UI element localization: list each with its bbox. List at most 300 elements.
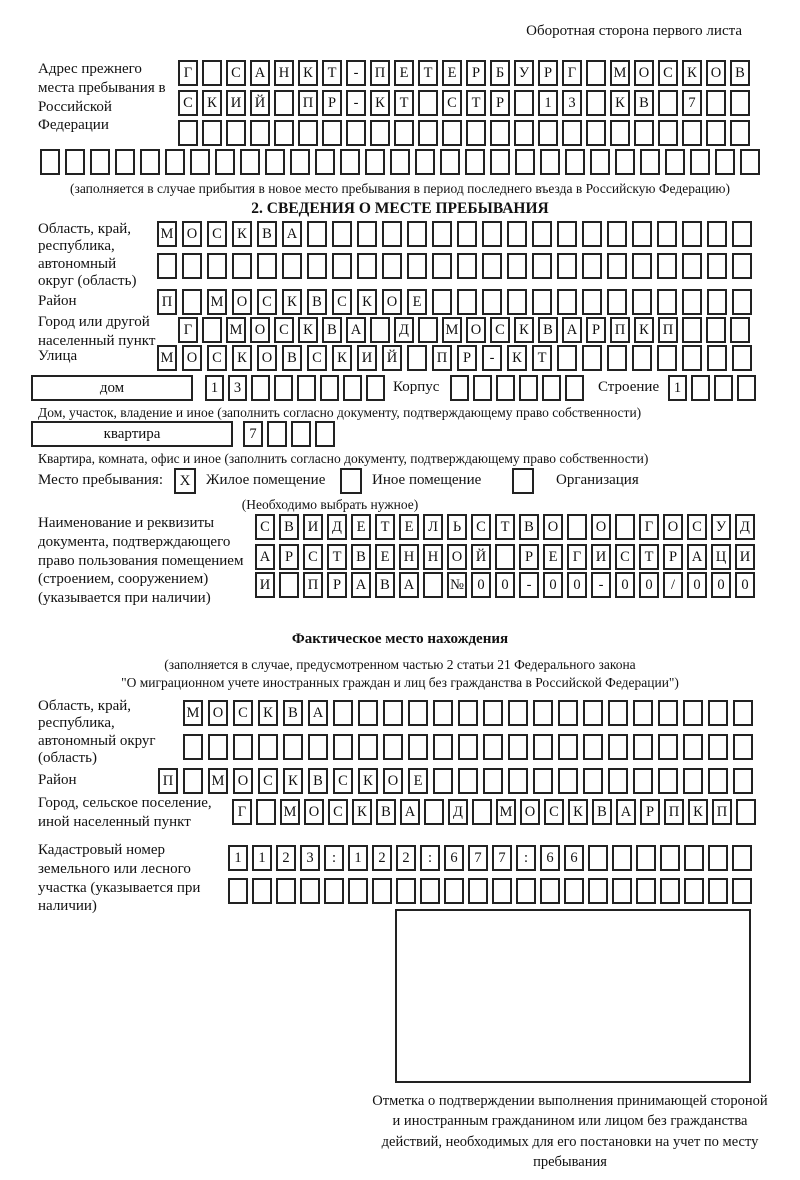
char-cell[interactable] xyxy=(333,700,353,726)
char-cell[interactable] xyxy=(333,734,353,760)
char-cell[interactable]: О xyxy=(520,799,540,825)
char-cell[interactable]: М xyxy=(496,799,516,825)
char-cell[interactable] xyxy=(250,120,270,146)
char-cell[interactable]: М xyxy=(157,345,177,371)
kvartira-cells[interactable] xyxy=(243,421,335,447)
char-cell[interactable] xyxy=(538,120,558,146)
doc-cells-row2[interactable] xyxy=(255,544,755,570)
char-cell[interactable] xyxy=(165,149,185,175)
char-cell[interactable] xyxy=(582,289,602,315)
char-cell[interactable] xyxy=(607,221,627,247)
char-cell[interactable] xyxy=(658,700,678,726)
char-cell[interactable]: Т xyxy=(394,90,414,116)
char-cell[interactable]: М xyxy=(157,221,177,247)
char-cell[interactable] xyxy=(190,149,210,175)
char-cell[interactable] xyxy=(542,375,561,401)
char-cell[interactable]: Р xyxy=(640,799,660,825)
char-cell[interactable]: Е xyxy=(399,514,419,540)
char-cell[interactable] xyxy=(684,845,704,871)
char-cell[interactable]: Е xyxy=(394,60,414,86)
char-cell[interactable] xyxy=(658,120,678,146)
char-cell[interactable] xyxy=(507,289,527,315)
char-cell[interactable] xyxy=(632,253,652,279)
char-cell[interactable]: Р xyxy=(519,544,539,570)
char-cell[interactable]: В xyxy=(279,514,299,540)
char-cell[interactable] xyxy=(733,700,753,726)
char-cell[interactable] xyxy=(657,345,677,371)
char-cell[interactable]: Р xyxy=(490,90,510,116)
char-cell[interactable]: В xyxy=(257,221,277,247)
char-cell[interactable] xyxy=(515,149,535,175)
char-cell[interactable]: П xyxy=(298,90,318,116)
char-cell[interactable]: 1 xyxy=(538,90,558,116)
char-cell[interactable]: 1 xyxy=(205,375,224,401)
char-cell[interactable] xyxy=(228,878,248,904)
char-cell[interactable]: О xyxy=(447,544,467,570)
char-cell[interactable]: К xyxy=(283,768,303,794)
char-cell[interactable] xyxy=(586,60,606,86)
char-cell[interactable]: 0 xyxy=(639,572,659,598)
char-cell[interactable] xyxy=(583,768,603,794)
char-cell[interactable]: Е xyxy=(408,768,428,794)
char-cell[interactable] xyxy=(207,253,227,279)
char-cell[interactable] xyxy=(442,120,462,146)
char-cell[interactable] xyxy=(423,572,443,598)
oblast-cells-row1[interactable] xyxy=(157,221,752,247)
char-cell[interactable]: Т xyxy=(466,90,486,116)
char-cell[interactable]: - xyxy=(519,572,539,598)
char-cell[interactable]: Л xyxy=(423,514,443,540)
char-cell[interactable]: А xyxy=(346,317,366,343)
char-cell[interactable] xyxy=(532,289,552,315)
char-cell[interactable] xyxy=(636,845,656,871)
char-cell[interactable]: О xyxy=(706,60,726,86)
char-cell[interactable]: Е xyxy=(375,544,395,570)
char-cell[interactable]: Р xyxy=(538,60,558,86)
char-cell[interactable] xyxy=(658,768,678,794)
char-cell[interactable] xyxy=(226,120,246,146)
char-cell[interactable] xyxy=(483,734,503,760)
char-cell[interactable]: М xyxy=(610,60,630,86)
char-cell[interactable] xyxy=(558,700,578,726)
char-cell[interactable]: В xyxy=(283,700,303,726)
char-cell[interactable] xyxy=(322,120,342,146)
char-cell[interactable]: С xyxy=(307,345,327,371)
char-cell[interactable] xyxy=(274,375,293,401)
char-cell[interactable]: М xyxy=(208,768,228,794)
char-cell[interactable] xyxy=(588,878,608,904)
char-cell[interactable] xyxy=(450,375,469,401)
char-cell[interactable] xyxy=(732,253,752,279)
char-cell[interactable]: Д xyxy=(448,799,468,825)
char-cell[interactable] xyxy=(508,700,528,726)
char-cell[interactable]: - xyxy=(346,60,366,86)
char-cell[interactable] xyxy=(607,253,627,279)
char-cell[interactable] xyxy=(483,768,503,794)
char-cell[interactable]: : xyxy=(324,845,344,871)
char-cell[interactable] xyxy=(382,221,402,247)
char-cell[interactable]: Ц xyxy=(711,544,731,570)
char-cell[interactable]: К xyxy=(568,799,588,825)
char-cell[interactable] xyxy=(256,799,276,825)
char-cell[interactable]: - xyxy=(346,90,366,116)
char-cell[interactable]: О xyxy=(208,700,228,726)
char-cell[interactable]: П xyxy=(370,60,390,86)
fact-oblast-cells-row1[interactable] xyxy=(183,700,753,726)
char-cell[interactable]: Д xyxy=(327,514,347,540)
char-cell[interactable] xyxy=(582,221,602,247)
char-cell[interactable] xyxy=(657,253,677,279)
char-cell[interactable] xyxy=(424,799,444,825)
char-cell[interactable]: - xyxy=(591,572,611,598)
char-cell[interactable] xyxy=(115,149,135,175)
char-cell[interactable] xyxy=(532,221,552,247)
doc-cells-row3[interactable] xyxy=(255,572,755,598)
char-cell[interactable]: Т xyxy=(322,60,342,86)
char-cell[interactable] xyxy=(408,734,428,760)
char-cell[interactable] xyxy=(633,734,653,760)
char-cell[interactable] xyxy=(258,734,278,760)
char-cell[interactable] xyxy=(457,289,477,315)
char-cell[interactable] xyxy=(433,734,453,760)
char-cell[interactable] xyxy=(633,700,653,726)
char-cell[interactable]: С xyxy=(490,317,510,343)
char-cell[interactable] xyxy=(533,700,553,726)
char-cell[interactable]: 0 xyxy=(567,572,587,598)
char-cell[interactable] xyxy=(557,289,577,315)
char-cell[interactable]: 2 xyxy=(372,845,392,871)
char-cell[interactable] xyxy=(458,700,478,726)
stay-option-residential-checkbox[interactable]: X xyxy=(174,468,196,494)
char-cell[interactable] xyxy=(291,421,311,447)
char-cell[interactable] xyxy=(65,149,85,175)
char-cell[interactable]: У xyxy=(514,60,534,86)
char-cell[interactable] xyxy=(346,120,366,146)
fact-raion-cells[interactable] xyxy=(158,768,753,794)
char-cell[interactable]: В xyxy=(307,289,327,315)
prev-address-cells-row2[interactable] xyxy=(178,90,750,116)
char-cell[interactable]: Й xyxy=(250,90,270,116)
char-cell[interactable] xyxy=(307,253,327,279)
prev-address-cells-row4[interactable] xyxy=(40,149,760,175)
char-cell[interactable] xyxy=(472,799,492,825)
char-cell[interactable] xyxy=(658,734,678,760)
char-cell[interactable] xyxy=(660,845,680,871)
char-cell[interactable]: 0 xyxy=(687,572,707,598)
char-cell[interactable] xyxy=(40,149,60,175)
char-cell[interactable]: К xyxy=(298,60,318,86)
char-cell[interactable] xyxy=(473,375,492,401)
char-cell[interactable]: 1 xyxy=(252,845,272,871)
char-cell[interactable]: П xyxy=(432,345,452,371)
char-cell[interactable]: О xyxy=(233,768,253,794)
char-cell[interactable] xyxy=(358,700,378,726)
char-cell[interactable] xyxy=(324,878,344,904)
oblast-cells-row2[interactable] xyxy=(157,253,752,279)
char-cell[interactable] xyxy=(307,221,327,247)
char-cell[interactable] xyxy=(492,878,512,904)
char-cell[interactable]: М xyxy=(280,799,300,825)
char-cell[interactable] xyxy=(390,149,410,175)
char-cell[interactable] xyxy=(183,734,203,760)
char-cell[interactable] xyxy=(615,514,635,540)
char-cell[interactable] xyxy=(658,90,678,116)
char-cell[interactable] xyxy=(290,149,310,175)
char-cell[interactable] xyxy=(182,253,202,279)
char-cell[interactable] xyxy=(583,700,603,726)
char-cell[interactable] xyxy=(208,734,228,760)
char-cell[interactable] xyxy=(140,149,160,175)
char-cell[interactable]: 7 xyxy=(492,845,512,871)
char-cell[interactable] xyxy=(282,253,302,279)
char-cell[interactable]: Т xyxy=(495,514,515,540)
char-cell[interactable]: О xyxy=(543,514,563,540)
char-cell[interactable] xyxy=(730,317,750,343)
char-cell[interactable]: С xyxy=(544,799,564,825)
char-cell[interactable]: О xyxy=(257,345,277,371)
char-cell[interactable]: Е xyxy=(407,289,427,315)
char-cell[interactable]: С xyxy=(332,289,352,315)
dom-cells[interactable] xyxy=(205,375,385,401)
char-cell[interactable]: И xyxy=(303,514,323,540)
char-cell[interactable]: С xyxy=(207,221,227,247)
char-cell[interactable]: : xyxy=(420,845,440,871)
char-cell[interactable]: О xyxy=(250,317,270,343)
char-cell[interactable] xyxy=(733,734,753,760)
char-cell[interactable]: Т xyxy=(327,544,347,570)
char-cell[interactable] xyxy=(732,345,752,371)
char-cell[interactable]: С xyxy=(233,700,253,726)
char-cell[interactable] xyxy=(516,878,536,904)
char-cell[interactable]: М xyxy=(183,700,203,726)
char-cell[interactable] xyxy=(737,375,756,401)
char-cell[interactable] xyxy=(634,120,654,146)
char-cell[interactable] xyxy=(274,90,294,116)
char-cell[interactable] xyxy=(182,289,202,315)
char-cell[interactable]: Й xyxy=(471,544,491,570)
char-cell[interactable] xyxy=(365,149,385,175)
char-cell[interactable]: О xyxy=(304,799,324,825)
char-cell[interactable] xyxy=(732,289,752,315)
stay-option-organization-checkbox[interactable] xyxy=(512,468,534,494)
char-cell[interactable]: А xyxy=(282,221,302,247)
char-cell[interactable] xyxy=(706,317,726,343)
char-cell[interactable] xyxy=(315,421,335,447)
char-cell[interactable]: 6 xyxy=(540,845,560,871)
char-cell[interactable]: С xyxy=(258,768,278,794)
char-cell[interactable] xyxy=(558,768,578,794)
char-cell[interactable]: С xyxy=(328,799,348,825)
char-cell[interactable]: К xyxy=(282,289,302,315)
char-cell[interactable] xyxy=(633,768,653,794)
char-cell[interactable]: В xyxy=(376,799,396,825)
char-cell[interactable] xyxy=(636,878,656,904)
char-cell[interactable]: С xyxy=(333,768,353,794)
char-cell[interactable] xyxy=(466,120,486,146)
char-cell[interactable] xyxy=(682,221,702,247)
char-cell[interactable]: О xyxy=(182,221,202,247)
char-cell[interactable] xyxy=(215,149,235,175)
char-cell[interactable] xyxy=(640,149,660,175)
char-cell[interactable]: 0 xyxy=(471,572,491,598)
char-cell[interactable]: В xyxy=(519,514,539,540)
char-cell[interactable]: К xyxy=(358,768,378,794)
char-cell[interactable]: К xyxy=(682,60,702,86)
char-cell[interactable]: М xyxy=(442,317,462,343)
char-cell[interactable] xyxy=(532,253,552,279)
char-cell[interactable]: В xyxy=(634,90,654,116)
char-cell[interactable] xyxy=(457,253,477,279)
char-cell[interactable] xyxy=(736,799,756,825)
char-cell[interactable] xyxy=(358,734,378,760)
char-cell[interactable]: О xyxy=(466,317,486,343)
char-cell[interactable] xyxy=(279,572,299,598)
char-cell[interactable]: Н xyxy=(274,60,294,86)
char-cell[interactable]: Е xyxy=(442,60,462,86)
char-cell[interactable] xyxy=(382,253,402,279)
char-cell[interactable]: К xyxy=(202,90,222,116)
char-cell[interactable] xyxy=(496,375,515,401)
char-cell[interactable]: П xyxy=(712,799,732,825)
char-cell[interactable]: 0 xyxy=(711,572,731,598)
fact-kadastr-cells-row1[interactable] xyxy=(228,845,752,871)
char-cell[interactable] xyxy=(407,221,427,247)
char-cell[interactable] xyxy=(440,149,460,175)
char-cell[interactable] xyxy=(682,317,702,343)
char-cell[interactable] xyxy=(590,149,610,175)
char-cell[interactable]: М xyxy=(226,317,246,343)
stroenie-cells[interactable] xyxy=(668,375,756,401)
char-cell[interactable]: К xyxy=(688,799,708,825)
char-cell[interactable]: Т xyxy=(639,544,659,570)
char-cell[interactable] xyxy=(586,90,606,116)
char-cell[interactable]: Р xyxy=(663,544,683,570)
char-cell[interactable] xyxy=(418,120,438,146)
char-cell[interactable]: С xyxy=(226,60,246,86)
char-cell[interactable] xyxy=(507,253,527,279)
ulitsa-cells[interactable] xyxy=(157,345,752,371)
fact-oblast-cells-row2[interactable] xyxy=(183,734,753,760)
char-cell[interactable]: В xyxy=(375,572,395,598)
char-cell[interactable] xyxy=(708,878,728,904)
char-cell[interactable] xyxy=(252,878,272,904)
char-cell[interactable] xyxy=(732,221,752,247)
char-cell[interactable]: К xyxy=(370,90,390,116)
char-cell[interactable] xyxy=(730,120,750,146)
char-cell[interactable]: О xyxy=(634,60,654,86)
char-cell[interactable]: А xyxy=(562,317,582,343)
char-cell[interactable] xyxy=(565,149,585,175)
char-cell[interactable] xyxy=(564,878,584,904)
char-cell[interactable] xyxy=(507,221,527,247)
char-cell[interactable] xyxy=(683,700,703,726)
char-cell[interactable]: 2 xyxy=(396,845,416,871)
char-cell[interactable]: И xyxy=(357,345,377,371)
char-cell[interactable]: П xyxy=(658,317,678,343)
char-cell[interactable]: : xyxy=(516,845,536,871)
char-cell[interactable]: К xyxy=(357,289,377,315)
char-cell[interactable]: М xyxy=(207,289,227,315)
char-cell[interactable]: Н xyxy=(423,544,443,570)
char-cell[interactable] xyxy=(565,375,584,401)
char-cell[interactable]: К xyxy=(352,799,372,825)
char-cell[interactable]: 3 xyxy=(562,90,582,116)
char-cell[interactable] xyxy=(372,878,392,904)
char-cell[interactable] xyxy=(267,421,287,447)
char-cell[interactable]: О xyxy=(232,289,252,315)
char-cell[interactable] xyxy=(483,700,503,726)
char-cell[interactable]: К xyxy=(634,317,654,343)
char-cell[interactable] xyxy=(557,253,577,279)
char-cell[interactable]: 2 xyxy=(276,845,296,871)
char-cell[interactable] xyxy=(433,768,453,794)
char-cell[interactable] xyxy=(157,253,177,279)
char-cell[interactable]: Г xyxy=(639,514,659,540)
char-cell[interactable] xyxy=(683,768,703,794)
char-cell[interactable] xyxy=(632,221,652,247)
char-cell[interactable] xyxy=(332,221,352,247)
char-cell[interactable]: Г xyxy=(232,799,252,825)
char-cell[interactable] xyxy=(257,253,277,279)
char-cell[interactable]: К xyxy=(298,317,318,343)
char-cell[interactable] xyxy=(178,120,198,146)
char-cell[interactable] xyxy=(343,375,362,401)
char-cell[interactable] xyxy=(320,375,339,401)
char-cell[interactable]: С xyxy=(303,544,323,570)
char-cell[interactable]: О xyxy=(663,514,683,540)
char-cell[interactable]: А xyxy=(399,572,419,598)
gorod-cells[interactable] xyxy=(178,317,750,343)
char-cell[interactable] xyxy=(714,375,733,401)
char-cell[interactable] xyxy=(540,149,560,175)
char-cell[interactable] xyxy=(432,221,452,247)
char-cell[interactable]: И xyxy=(226,90,246,116)
char-cell[interactable]: 6 xyxy=(444,845,464,871)
char-cell[interactable]: О xyxy=(383,768,403,794)
prev-address-cells-row3[interactable] xyxy=(178,120,750,146)
char-cell[interactable]: И xyxy=(255,572,275,598)
char-cell[interactable] xyxy=(418,317,438,343)
char-cell[interactable] xyxy=(691,375,710,401)
char-cell[interactable]: Р xyxy=(457,345,477,371)
char-cell[interactable]: - xyxy=(482,345,502,371)
char-cell[interactable]: С xyxy=(687,514,707,540)
char-cell[interactable]: С xyxy=(471,514,491,540)
char-cell[interactable] xyxy=(610,120,630,146)
char-cell[interactable]: Т xyxy=(418,60,438,86)
char-cell[interactable] xyxy=(708,700,728,726)
char-cell[interactable] xyxy=(490,120,510,146)
char-cell[interactable] xyxy=(608,700,628,726)
char-cell[interactable] xyxy=(298,120,318,146)
char-cell[interactable] xyxy=(682,289,702,315)
stay-option-other-checkbox[interactable] xyxy=(340,468,362,494)
char-cell[interactable] xyxy=(183,768,203,794)
char-cell[interactable] xyxy=(468,878,488,904)
char-cell[interactable] xyxy=(732,845,752,871)
char-cell[interactable]: В xyxy=(592,799,612,825)
char-cell[interactable]: С xyxy=(257,289,277,315)
char-cell[interactable]: Р xyxy=(327,572,347,598)
char-cell[interactable]: 0 xyxy=(735,572,755,598)
char-cell[interactable] xyxy=(583,734,603,760)
char-cell[interactable] xyxy=(251,375,270,401)
char-cell[interactable] xyxy=(283,734,303,760)
char-cell[interactable] xyxy=(665,149,685,175)
char-cell[interactable] xyxy=(557,345,577,371)
char-cell[interactable] xyxy=(366,375,385,401)
char-cell[interactable] xyxy=(482,221,502,247)
